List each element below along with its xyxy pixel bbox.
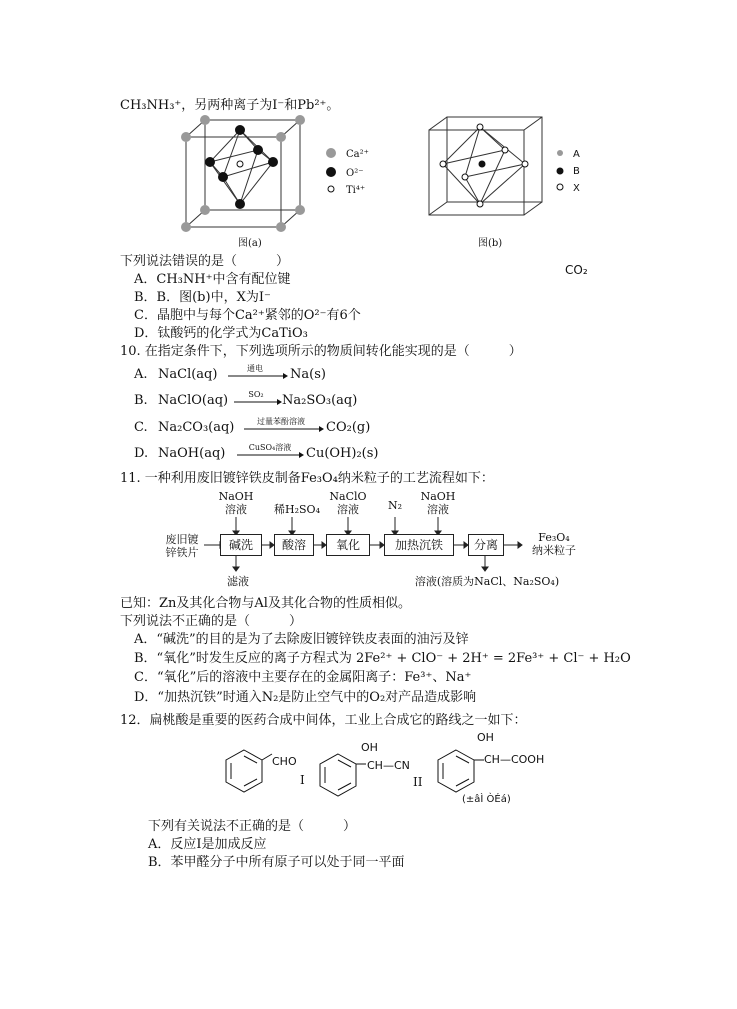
- legend-b-x: X: [573, 183, 580, 194]
- q10-a-right: Na(s): [290, 367, 326, 382]
- caption-a: 图(a): [238, 238, 262, 249]
- q11-stem: 11. 一种利用废旧镀锌铁皮制备Fe₃O₄纳米粒子的工艺流程如下：: [120, 471, 494, 486]
- flow-product-2: 纳米粒子: [532, 544, 576, 557]
- flow-filtrate: 滤液: [227, 575, 249, 588]
- legend-a-o: O²⁻: [346, 168, 364, 179]
- flow-box-2: 酸溶: [274, 534, 314, 556]
- legend-a-ti: Ti⁴⁺: [346, 185, 366, 196]
- q12-stem: 12．扁桃酸是重要的医药合成中间体，工业上合成它的路线之一如下：: [120, 713, 527, 728]
- flow-box-3: 氧化: [326, 534, 370, 556]
- flow-box-5: 分离: [468, 534, 504, 556]
- q11-stem2: 下列说法不正确的是（ ）: [120, 614, 303, 629]
- q10-c-right: CO₂(g): [326, 420, 371, 435]
- q9-stem: 下列说法错误的是（ ）: [120, 254, 290, 269]
- legend-b-b: B: [573, 166, 580, 177]
- benzene-ring-2: [316, 752, 368, 802]
- flow-input-2: 稀H₂SO₄: [274, 503, 320, 516]
- benzene-ring-1: [222, 748, 272, 798]
- q11-option-c: C．“氧化”后的溶液中主要存在的金属阳离子：Fe³⁺、Na⁺: [134, 670, 472, 685]
- q12-option-a: A．反应I是加成反应: [148, 837, 267, 852]
- legend-b-a: A: [573, 149, 580, 160]
- q10-a-cond: 通电: [247, 364, 263, 373]
- flow-input-5a: NaOH: [420, 490, 456, 503]
- scheme-cho: CHO: [272, 755, 297, 768]
- q10-b-right: Na₂SO₃(aq): [282, 393, 358, 408]
- q12-stem2: 下列有关说法不正确的是（ ）: [148, 819, 357, 834]
- q10-d-letter: D.: [134, 446, 149, 461]
- scheme-cn: CH—CN: [367, 759, 410, 772]
- arrow-icon: [244, 425, 324, 433]
- q10-b-left: NaClO(aq): [158, 393, 229, 408]
- flow-input-3a: NaClO: [329, 490, 367, 503]
- q9-option-d: D．钛酸钙的化学式为CaTiO₃: [134, 326, 308, 341]
- q10-d-cond: CuSO₄溶液: [248, 443, 292, 452]
- q10-d-right: Cu(OH)₂(s): [306, 446, 379, 461]
- flow-input-1a: NaOH: [218, 490, 254, 503]
- scheme-oh-1: OH: [361, 741, 378, 754]
- scheme-garbled-label: (±âÌ ÒÉá): [462, 794, 511, 805]
- crystal-figure-b: [425, 112, 555, 222]
- scheme-acid: CH—COOH: [484, 753, 545, 766]
- flow-solution: 溶液(溶质为NaCl、Na₂SO₄): [414, 575, 560, 588]
- q10-c-left: Na₂CO₃(aq): [158, 420, 235, 435]
- flow-input-1b: 溶液: [225, 503, 247, 516]
- q12-option-b: B．苯甲醛分子中所有原子可以处于同一平面: [148, 855, 405, 870]
- stray-co2: CO₂: [565, 263, 588, 277]
- q11-option-b: B．“氧化”时发生反应的离子方程式为 2Fe²⁺ + ClO⁻ + 2H⁺ = 2Fe³⁺ + Cl⁻ + H₂O: [134, 651, 631, 666]
- flow-start-2: 锌铁片: [165, 546, 199, 559]
- q10-c-letter: C.: [134, 420, 148, 435]
- q10-b-letter: B.: [134, 393, 148, 408]
- flow-start-1: 废旧镀: [165, 533, 199, 546]
- q10-c-cond: 过量苯酚溶液: [257, 417, 305, 426]
- q9-option-b: B．B．图(b)中，X为I⁻: [134, 290, 271, 305]
- q11-option-a: A．“碱洗”的目的是为了去除废旧镀锌铁皮表面的油污及锌: [134, 632, 469, 647]
- q10-d-left: NaOH(aq): [158, 446, 226, 461]
- arrow-icon: [237, 451, 307, 459]
- benzene-ring-3: [434, 748, 486, 798]
- q10-a-letter: A.: [134, 367, 148, 382]
- flow-box-4: 加热沉铁: [384, 534, 454, 556]
- q10-stem: 10. 在指定条件下，下列选项所示的物质间转化能实现的是（ ）: [120, 344, 522, 359]
- scheme-label-i: I: [300, 773, 305, 787]
- flow-input-3b: 溶液: [337, 503, 359, 516]
- scheme-oh-2: OH: [477, 731, 494, 744]
- q9-option-a: A．CH₃NH⁺中含有配位键: [134, 272, 291, 287]
- q11-option-d: D．“加热沉铁”时通入N₂是防止空气中的O₂对产品造成影响: [134, 690, 477, 705]
- flow-box-1: 碱洗: [220, 534, 262, 556]
- flow-input-5b: 溶液: [427, 503, 449, 516]
- flow-input-4: N₂: [387, 499, 403, 512]
- arrow-icon: [228, 372, 288, 380]
- legend-b-symbols: [554, 147, 566, 197]
- legend-a-ca: Ca²⁺: [346, 149, 369, 160]
- q11-known: 已知：Zn及其化合物与Al及其化合物的性质相似。: [120, 596, 411, 611]
- q10-a-left: NaCl(aq): [158, 367, 218, 382]
- q9-option-c: C．晶胞中与每个Ca²⁺紧邻的O²⁻有6个: [134, 308, 361, 323]
- flow-product-1: Fe₃O₄: [538, 531, 570, 544]
- legend-a-symbols: [325, 147, 337, 197]
- q10-b-cond: SO₂: [248, 390, 264, 399]
- caption-b: 图(b): [478, 238, 503, 249]
- scheme-label-ii: II: [413, 775, 423, 789]
- intro-line: CH₃NH₃⁺，另两种离子为I⁻和Pb²⁺。: [120, 98, 340, 113]
